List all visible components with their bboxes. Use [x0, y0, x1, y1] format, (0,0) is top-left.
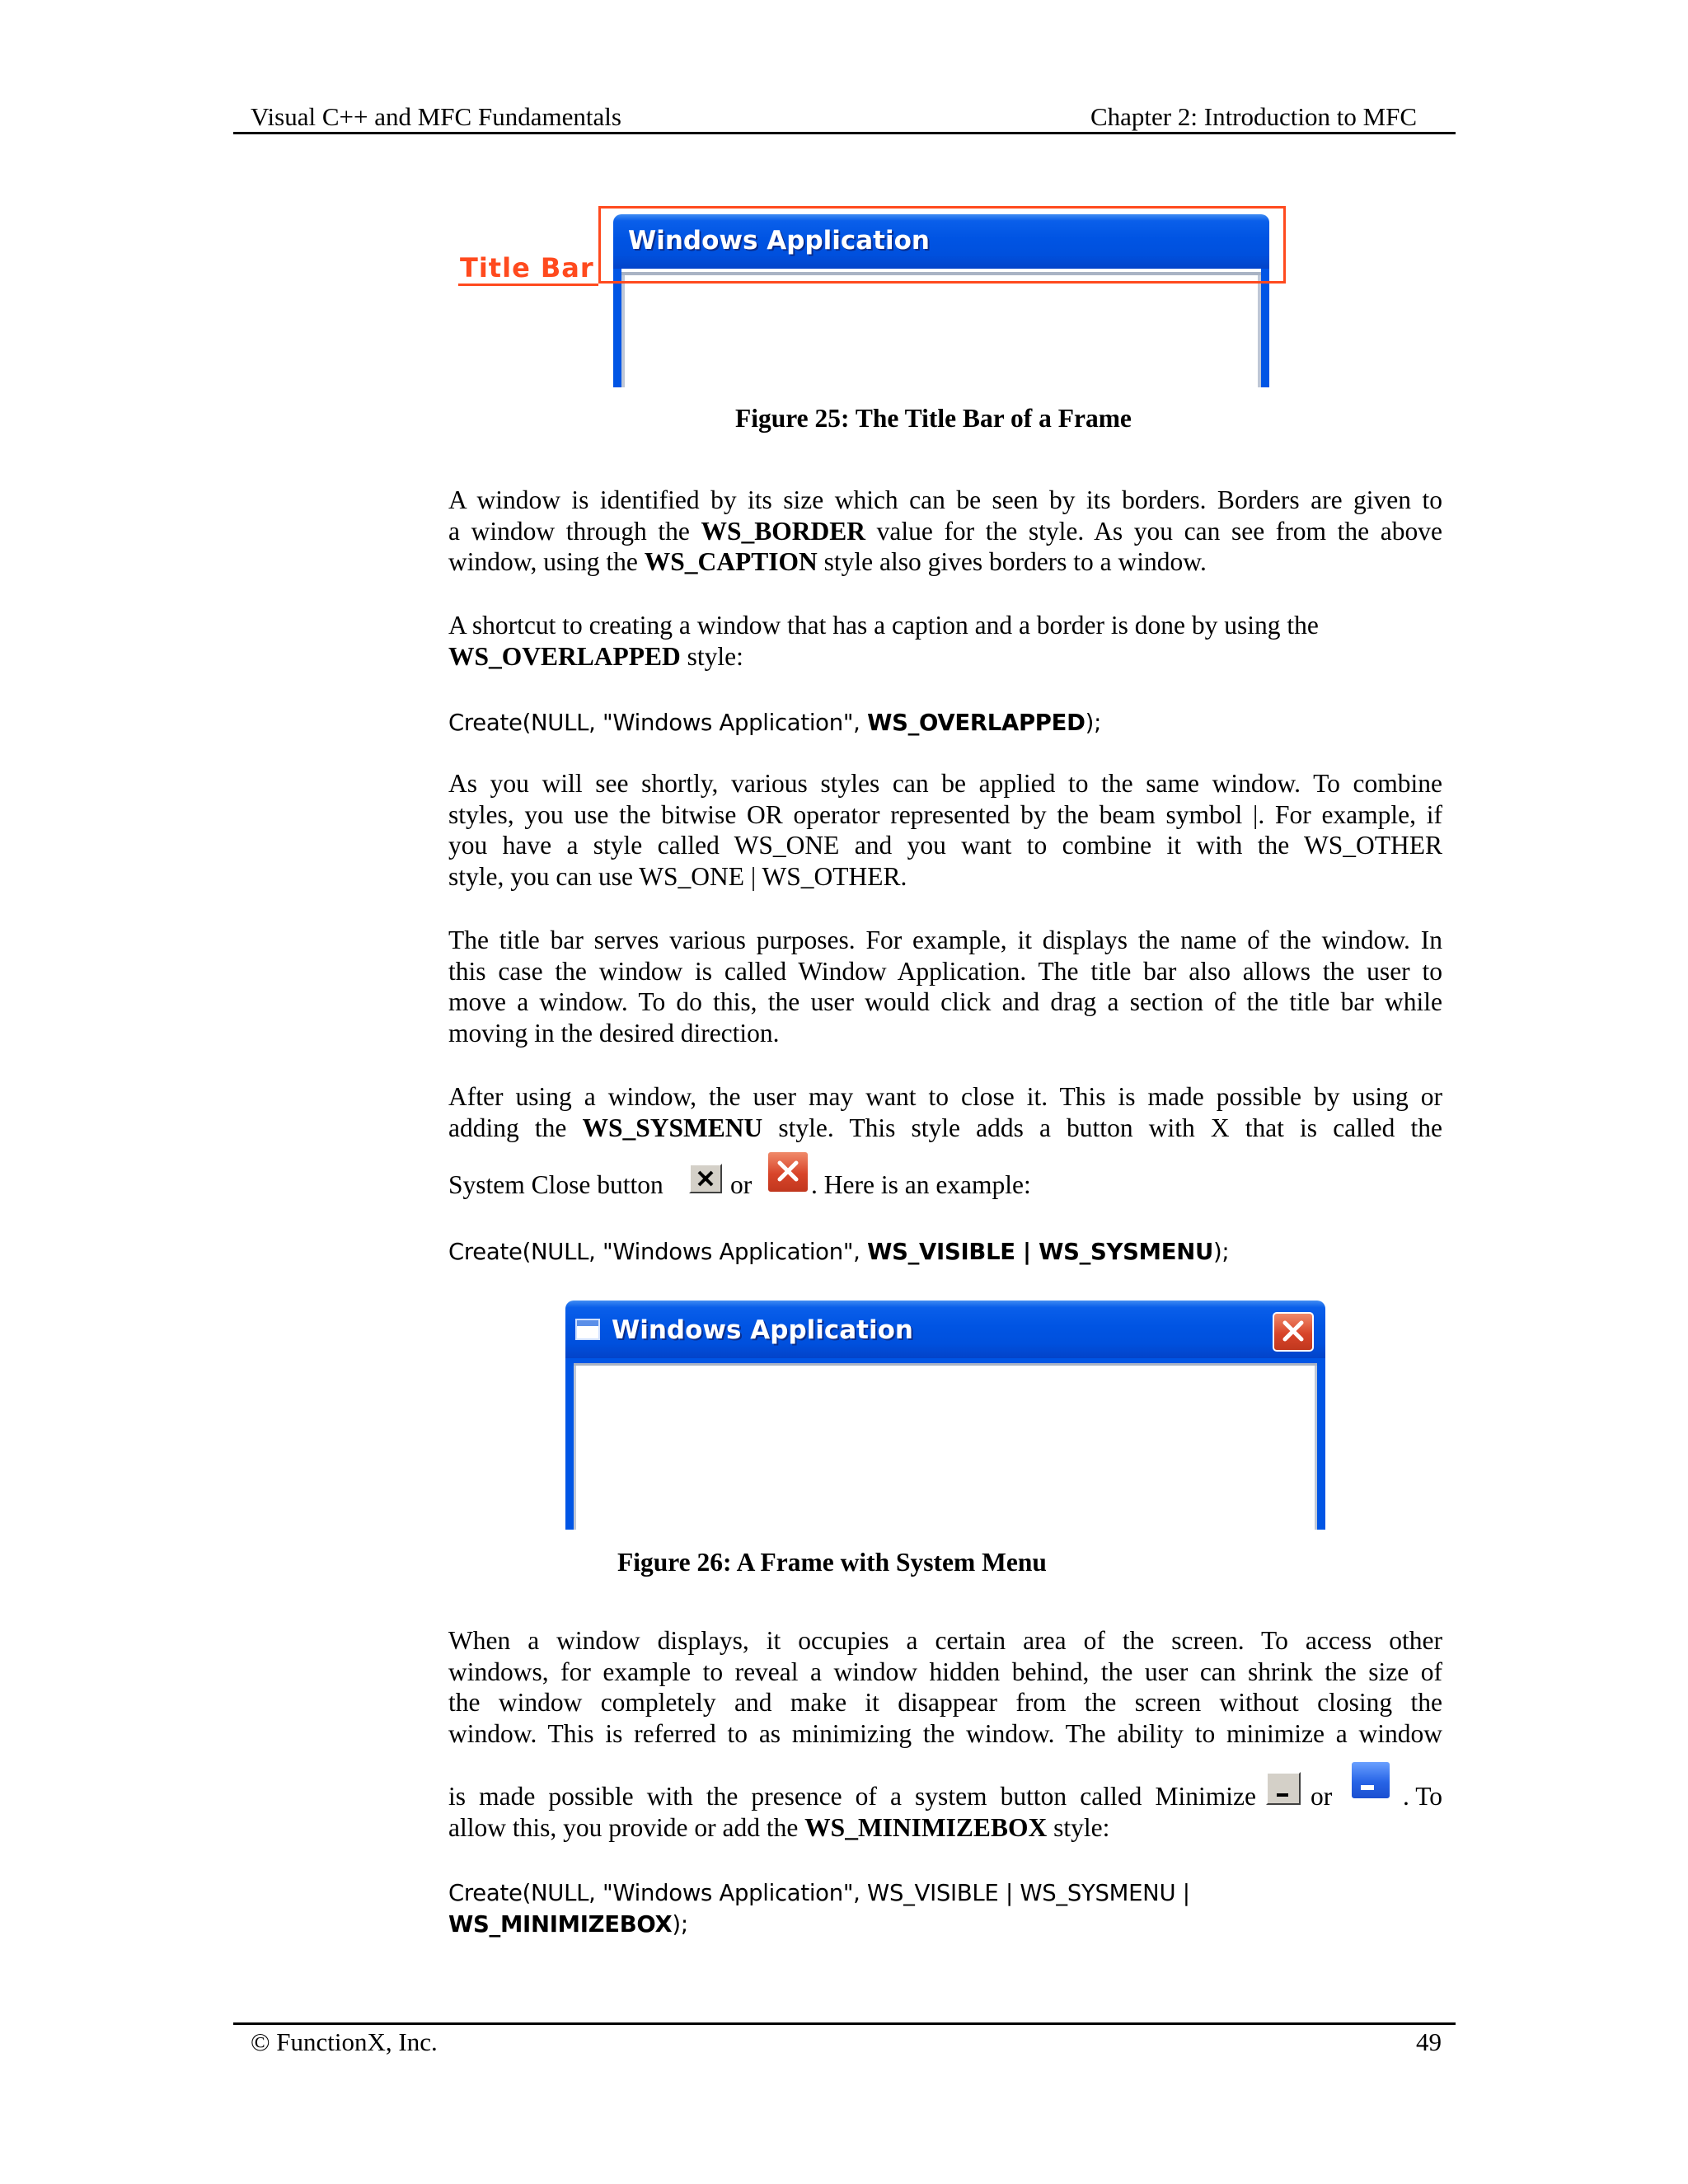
client-edge-right	[1315, 1366, 1317, 1530]
code-sample-minimizebox: Create(NULL, "Windows Application", WS_VISIBLE | WS_SYSMENU | WS_MINIMIZEBOX);	[448, 1880, 1190, 1938]
footer-rule	[233, 2022, 1456, 2025]
or-text: or	[1311, 1782, 1333, 1811]
window-title: Windows Application	[628, 226, 930, 255]
minimizebox-line: allow this, you provide or add the WS_MINIMIZEBOX style:	[448, 1813, 1110, 1842]
title-bar-label-underline	[458, 284, 598, 286]
figure-26-caption: Figure 26: A Frame with System Menu	[617, 1548, 1047, 1577]
running-header-right: Chapter 2: Introduction to MFC	[1090, 102, 1418, 131]
paragraph-sysmenu: After using a window, the user may want to close it. This is made possible by using or adding the WS_SYSMENU style. This style adds a button with X that is called the	[448, 1082, 1443, 1142]
window-right-border	[1261, 269, 1269, 387]
close-button-classic-icon	[689, 1164, 722, 1193]
client-edge-right	[1258, 274, 1261, 387]
client-edge-left	[574, 1366, 576, 1530]
window-right-border	[1317, 1358, 1325, 1530]
minimize-line-text: is made possible with the presence of a system button called Minimize	[448, 1782, 1256, 1811]
ws-sysmenu-term: WS_SYSMENU	[582, 1113, 763, 1142]
client-edge-top	[574, 1363, 1317, 1366]
window-close-button	[1273, 1312, 1314, 1352]
paragraph-overlapped: A shortcut to creating a window that has a caption and a border is done by using the WS_OVERLAPPED style:	[448, 611, 1319, 671]
title-bar-label: Title Bar	[460, 252, 594, 284]
window-left-border	[565, 1358, 574, 1530]
code-sample-sysmenu: Create(NULL, "Windows Application", WS_VISIBLE | WS_SYSMENU);	[448, 1239, 1230, 1265]
paragraph-borders: A window is identified by its size which can be seen by its borders. Borders are given to a window through the WS_BORDER value for the style. As you can see from the above window, using the WS_CAPTION style also gives borders to a window.	[448, 485, 1442, 576]
ws-minimizebox-term: WS_MINIMIZEBOX	[804, 1813, 1048, 1842]
text-line: A window is identified by its size which can be seen by its borders. Borders are given to	[448, 485, 1442, 514]
figure-26	[565, 1301, 1325, 1530]
window-left-border	[613, 269, 621, 387]
page-number: 49	[1416, 2027, 1442, 2056]
title-bar-highlight	[598, 206, 1286, 284]
figure-25	[457, 206, 1289, 387]
ws-overlapped-term: WS_OVERLAPPED	[448, 641, 681, 671]
to-text: . To	[1403, 1782, 1442, 1811]
or-text: or	[730, 1170, 753, 1199]
footer-copyright: © FunctionX, Inc.	[251, 2027, 438, 2056]
header-rule	[233, 132, 1456, 134]
ws-border-term: WS_BORDER	[701, 516, 865, 546]
client-edge-left	[621, 274, 625, 387]
code-sample-overlapped: Create(NULL, "Windows Application", WS_OVERLAPPED);	[448, 710, 1102, 736]
window-title: Windows Application	[612, 1315, 913, 1345]
minimize-button-xp-icon	[1350, 1760, 1391, 1800]
here-is-example-text: . Here is an example:	[811, 1170, 1031, 1199]
ws-caption-term: WS_CAPTION	[644, 547, 818, 576]
paragraph-minimize: When a window displays, it occupies a certain area of the screen. To access other windows, for example to reveal a window hidden behind, the user can shrink the size of the window completely and make it disappear from the screen without closing the window. This is referred to as minimizing the window. The ability to minimize a window	[448, 1626, 1442, 1748]
paragraph-title-bar-purposes: The title bar serves various purposes. For example, it displays the name of the window. In this case the window is called Window Application. The title bar also allows the user to move a window. To do this, the user would click and drag a section of the title bar while moving in the desired direction.	[448, 926, 1442, 1047]
paragraph-combine-styles: As you will see shortly, various styles can be applied to the same window. To combine styles, you use the bitwise OR operator represented by the beam symbol |. For example, if you have a style called WS_ONE and you want to combine it with the WS_OTHER style, you can use WS_ONE | WS_OTHER.	[448, 769, 1442, 891]
close-button-xp-icon	[767, 1151, 809, 1193]
window-system-menu-icon	[575, 1319, 600, 1340]
running-header-left: Visual C++ and MFC Fundamentals	[251, 102, 621, 131]
minimize-button-classic-icon	[1266, 1772, 1301, 1805]
close-button-line: System Close button	[448, 1170, 663, 1199]
figure-25-caption: Figure 25: The Title Bar of a Frame	[735, 404, 1132, 433]
title-bar	[565, 1301, 1325, 1358]
